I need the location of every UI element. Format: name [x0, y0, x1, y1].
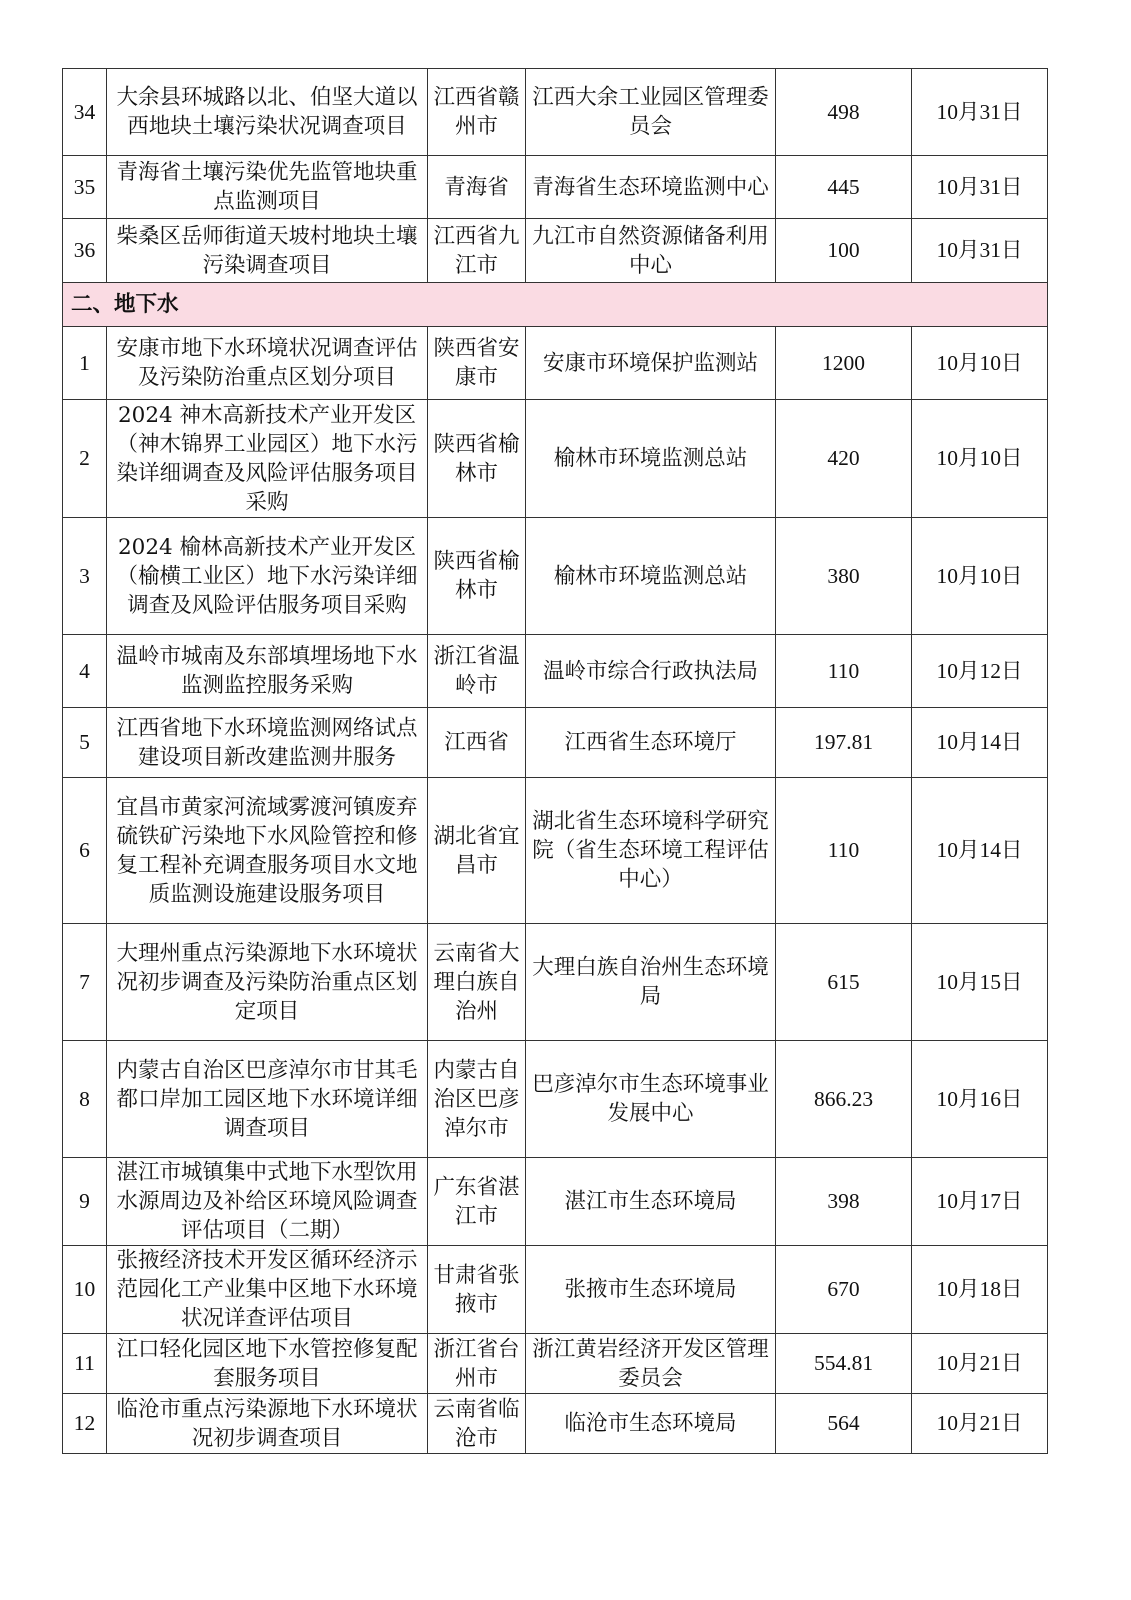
- budget-amount: 380: [776, 518, 912, 635]
- row-number: 6: [63, 778, 107, 924]
- budget-amount: 554.81: [776, 1334, 912, 1394]
- budget-amount: 615: [776, 924, 912, 1041]
- table-row: [63, 778, 1048, 924]
- project-name: 安康市地下水环境状况调查评估及污染防治重点区划分项目: [107, 327, 428, 400]
- project-region: 浙江省温岭市: [428, 635, 526, 708]
- row-number: 3: [63, 518, 107, 635]
- budget-amount: 110: [776, 635, 912, 708]
- purchasing-agency: 青海省生态环境监测中心: [526, 156, 776, 219]
- row-number: 34: [63, 69, 107, 156]
- row-number: 9: [63, 1158, 107, 1246]
- project-region: 江西省赣州市: [428, 69, 526, 156]
- row-number: 8: [63, 1041, 107, 1158]
- purchasing-agency: 巴彦淖尔市生态环境事业发展中心: [526, 1041, 776, 1158]
- project-region: 青海省: [428, 156, 526, 219]
- table-row: [63, 708, 1048, 778]
- project-name: 大余县环城路以北、伯坚大道以西地块土壤污染状况调查项目: [107, 69, 428, 156]
- project-name: 江口轻化园区地下水管控修复配套服务项目: [107, 1334, 428, 1394]
- row-number: 5: [63, 708, 107, 778]
- section-title: 二、地下水: [63, 283, 1048, 327]
- procurement-table: [62, 68, 1048, 1454]
- project-region: 云南省大理白族自治州: [428, 924, 526, 1041]
- row-number: 10: [63, 1246, 107, 1334]
- purchasing-agency: 浙江黄岩经济开发区管理委员会: [526, 1334, 776, 1394]
- announce-date: 10月14日: [912, 708, 1048, 778]
- table-row: [63, 518, 1048, 635]
- project-name: 临沧市重点污染源地下水环境状况初步调查项目: [107, 1394, 428, 1454]
- row-number: 11: [63, 1334, 107, 1394]
- row-number: 4: [63, 635, 107, 708]
- project-region: 云南省临沧市: [428, 1394, 526, 1454]
- purchasing-agency: 榆林市环境监测总站: [526, 518, 776, 635]
- project-region: 甘肃省张掖市: [428, 1246, 526, 1334]
- project-region: 浙江省台州市: [428, 1334, 526, 1394]
- section-header-row: [63, 283, 1048, 327]
- purchasing-agency: 大理白族自治州生态环境局: [526, 924, 776, 1041]
- budget-amount: 670: [776, 1246, 912, 1334]
- table-row: [63, 1041, 1048, 1158]
- table-row: [63, 635, 1048, 708]
- purchasing-agency: 江西大余工业园区管理委员会: [526, 69, 776, 156]
- table-row: [63, 1394, 1048, 1454]
- table-row: [63, 400, 1048, 518]
- project-name: 2024 神木高新技术产业开发区（神木锦界工业园区）地下水污染详细调查及风险评估服务项目采购: [107, 400, 428, 518]
- row-number: 36: [63, 219, 107, 283]
- announce-date: 10月15日: [912, 924, 1048, 1041]
- announce-date: 10月14日: [912, 778, 1048, 924]
- project-region: 陕西省榆林市: [428, 400, 526, 518]
- purchasing-agency: 湖北省生态环境科学研究院（省生态环境工程评估中心）: [526, 778, 776, 924]
- project-name: 青海省土壤污染优先监管地块重点监测项目: [107, 156, 428, 219]
- project-region: 江西省: [428, 708, 526, 778]
- project-region: 陕西省榆林市: [428, 518, 526, 635]
- purchasing-agency: 榆林市环境监测总站: [526, 400, 776, 518]
- purchasing-agency: 安康市环境保护监测站: [526, 327, 776, 400]
- announce-date: 10月31日: [912, 69, 1048, 156]
- purchasing-agency: 湛江市生态环境局: [526, 1158, 776, 1246]
- budget-amount: 100: [776, 219, 912, 283]
- project-region: 广东省湛江市: [428, 1158, 526, 1246]
- announce-date: 10月21日: [912, 1334, 1048, 1394]
- project-name: 湛江市城镇集中式地下水型饮用水源周边及补给区环境风险调查评估项目（二期）: [107, 1158, 428, 1246]
- purchasing-agency: 张掖市生态环境局: [526, 1246, 776, 1334]
- announce-date: 10月10日: [912, 518, 1048, 635]
- project-name: 大理州重点污染源地下水环境状况初步调查及污染防治重点区划定项目: [107, 924, 428, 1041]
- table-row: [63, 1246, 1048, 1334]
- project-region: 江西省九江市: [428, 219, 526, 283]
- purchasing-agency: 江西省生态环境厅: [526, 708, 776, 778]
- announce-date: 10月21日: [912, 1394, 1048, 1454]
- budget-amount: 866.23: [776, 1041, 912, 1158]
- project-name: 江西省地下水环境监测网络试点建设项目新改建监测井服务: [107, 708, 428, 778]
- budget-amount: 110: [776, 778, 912, 924]
- row-number: 7: [63, 924, 107, 1041]
- row-number: 12: [63, 1394, 107, 1454]
- budget-amount: 398: [776, 1158, 912, 1246]
- announce-date: 10月17日: [912, 1158, 1048, 1246]
- announce-date: 10月12日: [912, 635, 1048, 708]
- purchasing-agency: 九江市自然资源储备利用中心: [526, 219, 776, 283]
- budget-amount: 445: [776, 156, 912, 219]
- project-name: 张掖经济技术开发区循环经济示范园化工产业集中区地下水环境状况详查评估项目: [107, 1246, 428, 1334]
- project-region: 内蒙古自治区巴彦淖尔市: [428, 1041, 526, 1158]
- row-number: 2: [63, 400, 107, 518]
- budget-amount: 498: [776, 69, 912, 156]
- project-name: 柴桑区岳师街道天坡村地块土壤污染调查项目: [107, 219, 428, 283]
- project-region: 湖北省宜昌市: [428, 778, 526, 924]
- table-row: [63, 69, 1048, 156]
- budget-amount: 1200: [776, 327, 912, 400]
- project-name: 内蒙古自治区巴彦淖尔市甘其毛都口岸加工园区地下水环境详细调查项目: [107, 1041, 428, 1158]
- table-row: [63, 1334, 1048, 1394]
- purchasing-agency: 温岭市综合行政执法局: [526, 635, 776, 708]
- announce-date: 10月18日: [912, 1246, 1048, 1334]
- table-row: [63, 924, 1048, 1041]
- purchasing-agency: 临沧市生态环境局: [526, 1394, 776, 1454]
- announce-date: 10月31日: [912, 156, 1048, 219]
- budget-amount: 420: [776, 400, 912, 518]
- project-name: 宜昌市黄家河流域雾渡河镇废弃硫铁矿污染地下水风险管控和修复工程补充调查服务项目水文地质监测设施建设服务项目: [107, 778, 428, 924]
- table-row: [63, 156, 1048, 219]
- table-body: [63, 69, 1048, 1454]
- budget-amount: 197.81: [776, 708, 912, 778]
- project-name: 2024 榆林高新技术产业开发区（榆横工业区）地下水污染详细调查及风险评估服务项目采购: [107, 518, 428, 635]
- row-number: 1: [63, 327, 107, 400]
- table-row: [63, 1158, 1048, 1246]
- row-number: 35: [63, 156, 107, 219]
- project-name: 温岭市城南及东部填埋场地下水监测监控服务采购: [107, 635, 428, 708]
- announce-date: 10月10日: [912, 327, 1048, 400]
- table-row: [63, 219, 1048, 283]
- budget-amount: 564: [776, 1394, 912, 1454]
- announce-date: 10月10日: [912, 400, 1048, 518]
- table-row: [63, 327, 1048, 400]
- announce-date: 10月31日: [912, 219, 1048, 283]
- project-region: 陕西省安康市: [428, 327, 526, 400]
- announce-date: 10月16日: [912, 1041, 1048, 1158]
